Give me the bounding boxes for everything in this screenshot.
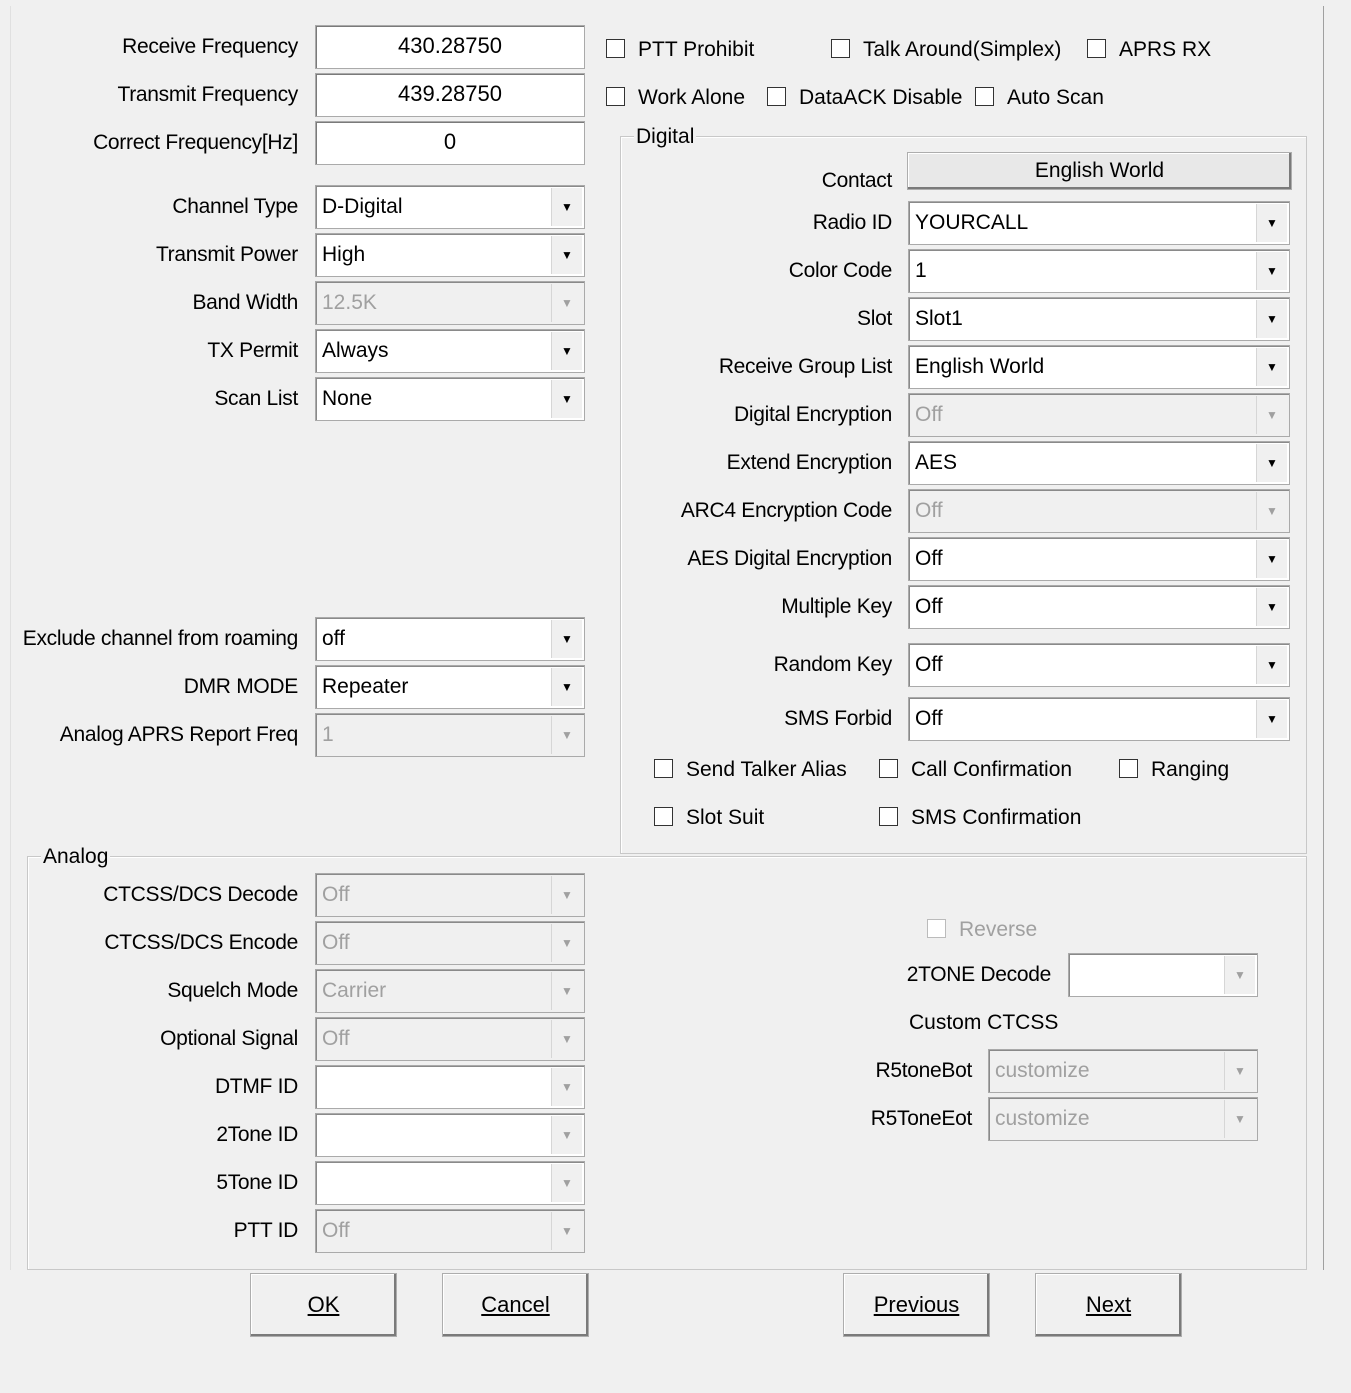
chevron-down-icon[interactable]: ▼ xyxy=(551,668,582,706)
squelch-mode-label: Squelch Mode xyxy=(167,979,298,1002)
extend-enc-select[interactable] xyxy=(908,441,1290,485)
chevron-down-icon[interactable]: ▼ xyxy=(551,620,582,658)
dtmf-id-select[interactable] xyxy=(315,1065,585,1109)
work-alone-text: Work Alone xyxy=(638,86,745,109)
multiple-key-select[interactable] xyxy=(908,585,1290,629)
correct-frequency-input[interactable]: 0 xyxy=(315,121,585,165)
dtmf-id-label: DTMF ID xyxy=(214,1075,298,1098)
r5tonebot-label: R5toneBot xyxy=(875,1059,972,1082)
rx-group-value: English World xyxy=(915,355,1045,378)
sms-forbid-value: Off xyxy=(915,707,943,730)
optional-signal-label: Optional Signal xyxy=(160,1027,298,1050)
auto-scan-box[interactable] xyxy=(975,87,994,106)
digital-enc-label: Digital Encryption xyxy=(733,403,892,426)
twotone-decode-select[interactable] xyxy=(1068,953,1258,997)
radio-id-value: YOURCALL xyxy=(915,211,1029,234)
ranging-box[interactable] xyxy=(1119,759,1138,778)
exclude-roaming-value: off xyxy=(322,627,345,650)
chevron-down-icon[interactable]: ▼ xyxy=(1224,956,1255,994)
chevron-down-icon[interactable]: ▼ xyxy=(1256,540,1287,578)
chevron-down-icon[interactable]: ▼ xyxy=(551,188,582,226)
aprs-rx-box[interactable] xyxy=(1087,39,1106,58)
ok-button-label: OK xyxy=(307,1292,340,1317)
arc4-value: Off xyxy=(915,499,943,522)
sms-forbid-label: SMS Forbid xyxy=(784,707,892,730)
scan-list-label: Scan List xyxy=(214,387,298,410)
contact-button[interactable]: English World xyxy=(907,152,1292,190)
analog-aprs-select xyxy=(315,713,585,757)
aes-label: AES Digital Encryption xyxy=(687,547,892,570)
dataack-disable-box[interactable] xyxy=(767,87,786,106)
digital-enc-value: Off xyxy=(915,403,943,426)
analog-aprs-label: Analog APRS Report Freq xyxy=(59,723,298,746)
aprs-rx-text: APRS RX xyxy=(1119,38,1212,61)
ctcss-decode-select xyxy=(315,873,585,917)
chevron-down-icon: ▼ xyxy=(1224,1052,1255,1090)
chevron-down-icon: ▼ xyxy=(551,1212,582,1250)
ctcss-encode-label: CTCSS/DCS Encode xyxy=(104,931,298,954)
channel-type-select[interactable] xyxy=(315,185,585,229)
ctcss-encode-select xyxy=(315,921,585,965)
transmit-power-label: Transmit Power xyxy=(155,243,298,266)
r5toneeot-label: R5ToneEot xyxy=(870,1107,972,1130)
r5tonebot-select xyxy=(988,1049,1258,1093)
chevron-down-icon[interactable]: ▼ xyxy=(1256,646,1287,684)
chevron-down-icon[interactable]: ▼ xyxy=(551,236,582,274)
receive-frequency-label: Receive Frequency xyxy=(122,35,298,58)
chevron-down-icon[interactable]: ▼ xyxy=(1256,444,1287,482)
reverse-box xyxy=(927,919,946,938)
twotone-decode-label: 2TONE Decode xyxy=(906,963,1051,986)
digital-enc-select xyxy=(908,393,1290,437)
previous-button-label: Previous xyxy=(873,1292,960,1317)
dataack-disable-text: DataACK Disable xyxy=(799,86,963,109)
extend-enc-value: AES xyxy=(915,451,958,474)
chevron-down-icon[interactable]: ▼ xyxy=(551,332,582,370)
dmr-mode-select[interactable] xyxy=(315,665,585,709)
r5toneeot-value: customize xyxy=(995,1107,1090,1130)
analog-aprs-value: 1 xyxy=(322,723,334,746)
chevron-down-icon: ▼ xyxy=(1224,1100,1255,1138)
transmit-frequency-label: Transmit Frequency xyxy=(117,83,298,106)
correct-frequency-label: Correct Frequency[Hz] xyxy=(93,131,298,154)
chevron-down-icon: ▼ xyxy=(1256,396,1287,434)
digital-group-title: Digital xyxy=(636,125,695,148)
chevron-down-icon[interactable]: ▼ xyxy=(551,1068,582,1106)
dmr-mode-value: Repeater xyxy=(322,675,409,698)
aes-select[interactable] xyxy=(908,537,1290,581)
color-code-label: Color Code xyxy=(788,259,892,282)
tx-permit-label: TX Permit xyxy=(207,339,298,362)
reverse-text: Reverse xyxy=(959,918,1038,941)
chevron-down-icon: ▼ xyxy=(551,284,582,322)
chevron-down-icon: ▼ xyxy=(1256,492,1287,530)
talk-around-box[interactable] xyxy=(831,39,850,58)
random-key-label: Random Key xyxy=(773,653,892,676)
optional-signal-select xyxy=(315,1017,585,1061)
slot-value: Slot1 xyxy=(915,307,963,330)
ranging-text: Ranging xyxy=(1151,758,1230,781)
band-width-value: 12.5K xyxy=(322,291,377,314)
sms-confirmation-box[interactable] xyxy=(879,807,898,826)
transmit-power-value: High xyxy=(322,243,366,266)
talk-around-text: Talk Around(Simplex) xyxy=(863,38,1062,61)
ptt-prohibit-box[interactable] xyxy=(606,39,625,58)
channel-type-label: Channel Type xyxy=(172,195,298,218)
ptt-id-label: PTT ID xyxy=(233,1219,298,1242)
band-width-label: Band Width xyxy=(192,291,298,314)
ptt-prohibit-text: PTT Prohibit xyxy=(638,38,755,61)
sms-confirmation-text: SMS Confirmation xyxy=(911,806,1082,829)
call-confirmation-text: Call Confirmation xyxy=(911,758,1073,781)
chevron-down-icon[interactable]: ▼ xyxy=(551,1164,582,1202)
contact-label: Contact xyxy=(821,169,892,192)
chevron-down-icon[interactable]: ▼ xyxy=(1256,700,1287,738)
chevron-down-icon: ▼ xyxy=(551,716,582,754)
sms-forbid-select[interactable] xyxy=(908,697,1290,741)
next-button[interactable] xyxy=(1035,1273,1182,1337)
slot-suit-text: Slot Suit xyxy=(686,806,765,829)
chevron-down-icon: ▼ xyxy=(551,924,582,962)
rx-group-label: Receive Group List xyxy=(718,355,892,378)
color-code-select[interactable] xyxy=(908,249,1290,293)
arc4-label: ARC4 Encryption Code xyxy=(680,499,892,522)
chevron-down-icon[interactable]: ▼ xyxy=(551,1116,582,1154)
band-width-select xyxy=(315,281,585,325)
ptt-id-value: Off xyxy=(322,1219,350,1242)
receive-frequency-input[interactable]: 430.28750 xyxy=(315,25,585,69)
scan-list-value: None xyxy=(322,387,373,410)
color-code-value: 1 xyxy=(915,259,927,282)
chevron-down-icon[interactable]: ▼ xyxy=(1256,252,1287,290)
exclude-roaming-label: Exclude channel from roaming xyxy=(22,627,298,650)
chevron-down-icon[interactable]: ▼ xyxy=(1256,204,1287,242)
chevron-down-icon[interactable]: ▼ xyxy=(1256,300,1287,338)
twotone-id-label: 2Tone ID xyxy=(216,1123,298,1146)
slot-select[interactable] xyxy=(908,297,1290,341)
radio-id-select[interactable] xyxy=(908,201,1290,245)
squelch-mode-select xyxy=(315,969,585,1013)
channel-type-value: D-Digital xyxy=(322,195,403,218)
radio-id-label: Radio ID xyxy=(812,211,892,234)
scan-list-select[interactable] xyxy=(315,377,585,421)
tx-permit-select[interactable] xyxy=(315,329,585,373)
arc4-select xyxy=(908,489,1290,533)
random-key-select[interactable] xyxy=(908,643,1290,687)
fivetone-id-select[interactable] xyxy=(315,1161,585,1205)
work-alone-box[interactable] xyxy=(606,87,625,106)
cancel-button[interactable] xyxy=(442,1273,589,1337)
chevron-down-icon[interactable]: ▼ xyxy=(1256,348,1287,386)
dmr-mode-label: DMR MODE xyxy=(183,675,298,698)
previous-button[interactable] xyxy=(843,1273,990,1337)
fivetone-id-label: 5Tone ID xyxy=(216,1171,298,1194)
chevron-down-icon: ▼ xyxy=(551,972,582,1010)
r5tonebot-value: customize xyxy=(995,1059,1090,1082)
custom-ctcss-label: Custom CTCSS xyxy=(909,1011,1059,1034)
call-confirmation-box[interactable] xyxy=(879,759,898,778)
transmit-power-select[interactable] xyxy=(315,233,585,277)
exclude-roaming-select[interactable] xyxy=(315,617,585,661)
chevron-down-icon[interactable]: ▼ xyxy=(1256,588,1287,626)
ctcss-decode-value: Off xyxy=(322,883,350,906)
random-key-value: Off xyxy=(915,653,943,676)
chevron-down-icon[interactable]: ▼ xyxy=(551,380,582,418)
optional-signal-value: Off xyxy=(322,1027,350,1050)
twotone-id-select[interactable] xyxy=(315,1113,585,1157)
send-talker-alias-box[interactable] xyxy=(654,759,673,778)
multiple-key-label: Multiple Key xyxy=(781,595,892,618)
ok-button[interactable] xyxy=(250,1273,397,1337)
ctcss-encode-value: Off xyxy=(322,931,350,954)
squelch-mode-value: Carrier xyxy=(322,979,387,1002)
send-talker-alias-text: Send Talker Alias xyxy=(686,758,847,781)
extend-enc-label: Extend Encryption xyxy=(726,451,892,474)
slot-suit-box[interactable] xyxy=(654,807,673,826)
analog-group-title: Analog xyxy=(43,845,109,868)
next-button-label: Next xyxy=(1085,1292,1132,1317)
cancel-button-label: Cancel xyxy=(481,1292,550,1317)
ctcss-decode-label: CTCSS/DCS Decode xyxy=(103,883,298,906)
chevron-down-icon: ▼ xyxy=(551,876,582,914)
transmit-frequency-input[interactable]: 439.28750 xyxy=(315,73,585,117)
chevron-down-icon: ▼ xyxy=(551,1020,582,1058)
tx-permit-value: Always xyxy=(322,339,389,362)
r5toneeot-select xyxy=(988,1097,1258,1141)
multiple-key-value: Off xyxy=(915,595,943,618)
ptt-id-select xyxy=(315,1209,585,1253)
auto-scan-text: Auto Scan xyxy=(1007,86,1104,109)
rx-group-select[interactable] xyxy=(908,345,1290,389)
slot-label: Slot xyxy=(857,307,892,330)
aes-value: Off xyxy=(915,547,943,570)
